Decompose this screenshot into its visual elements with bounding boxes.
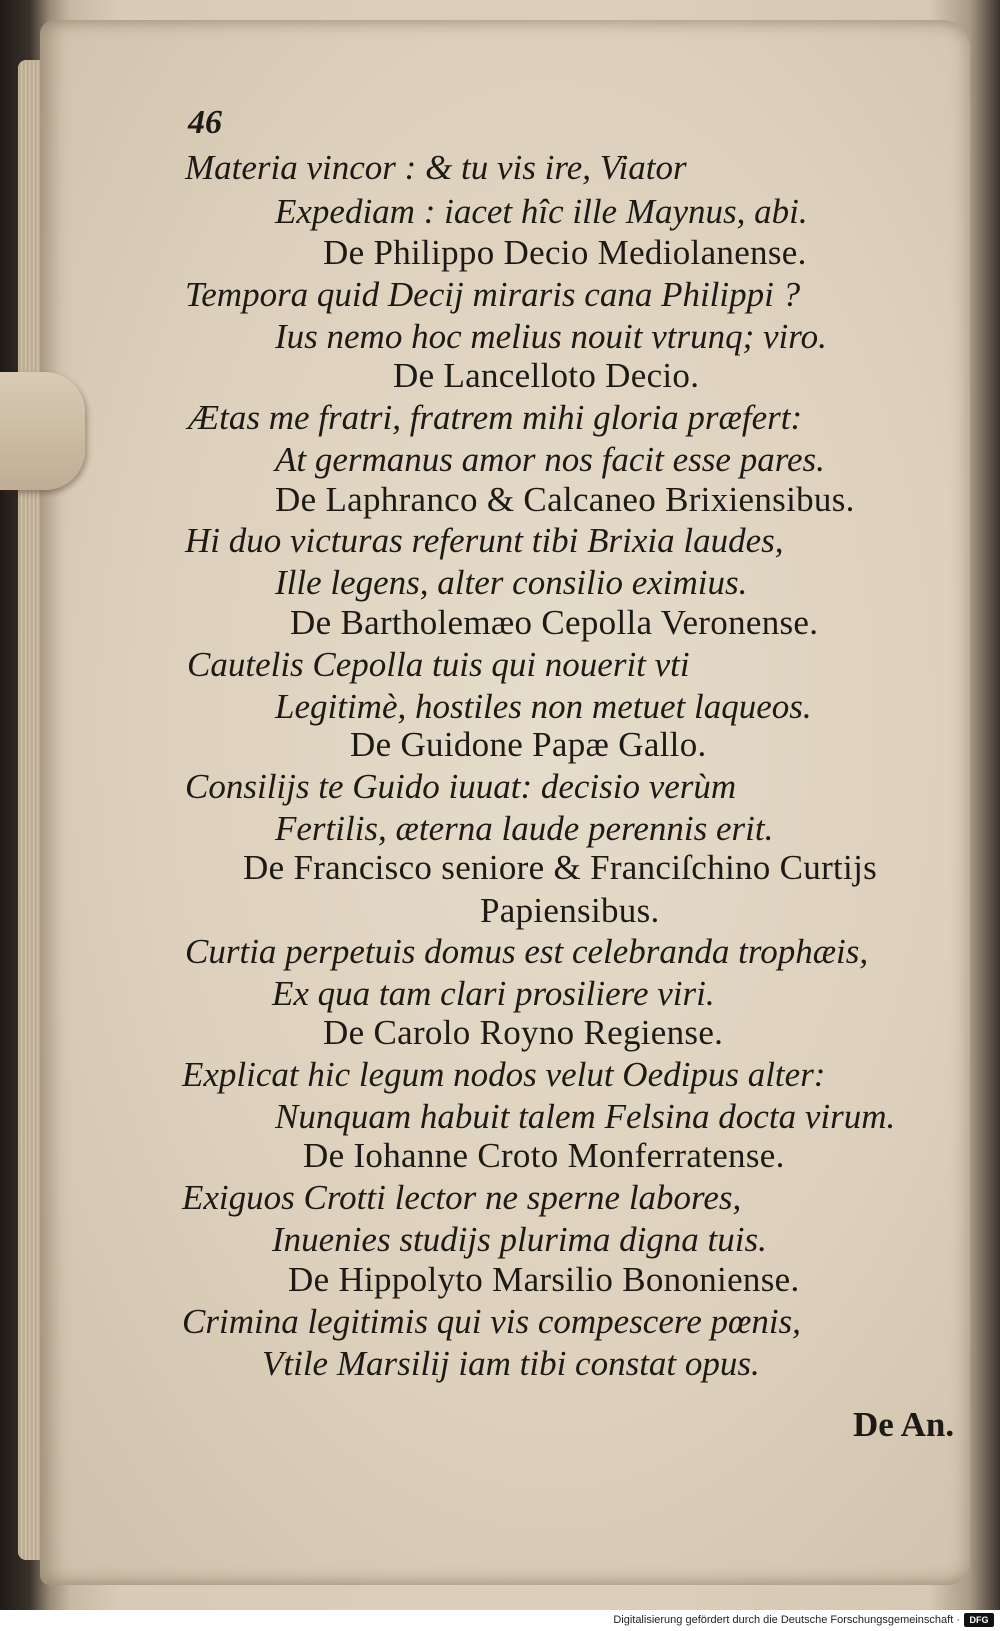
verse-line: Explicat hic legum nodos velut Oedipus alter: [182, 1055, 826, 1094]
dfg-logo-icon: DFG [964, 1613, 994, 1627]
catchword: De An. [853, 1405, 955, 1444]
verse-line: Curtia perpetuis domus est celebranda trophæis, [185, 932, 869, 971]
verse-line: Hi duo victuras referunt tibi Brixia laudes, [185, 521, 784, 560]
verse-line: Inuenies studijs plurima digna tuis. [272, 1220, 767, 1259]
epitaph-heading: De Bartholemæo Cepolla Veronense. [290, 603, 819, 642]
epitaph-heading: De Lancelloto Decio. [393, 356, 700, 395]
epitaph-heading: De Iohanne Croto Monferratense. [303, 1136, 785, 1175]
verse-line: Materia vincor : & tu vis ire, Viator [185, 148, 687, 187]
verse-line: Expediam : iacet hîc ille Maynus, abi. [275, 192, 808, 231]
verse-line: Legitimè, hostiles non metuet laqueos. [275, 687, 812, 726]
verse-line: Vtile Marsilij iam tibi constat opus. [262, 1344, 760, 1383]
epitaph-heading: De Carolo Royno Regiense. [323, 1013, 724, 1052]
verse-line: Consilijs te Guido iuuat: decisio verùm [185, 767, 737, 806]
verse-line: Nunquam habuit talem Felsina docta virum. [275, 1097, 896, 1136]
epitaph-heading: Papiensibus. [480, 891, 660, 930]
epitaph-heading: De Philippo Decio Mediolanense. [323, 233, 807, 272]
epitaph-heading: De Guidone Papæ Gallo. [350, 725, 707, 764]
page-number: 46 [188, 104, 222, 141]
epitaph-heading: De Hippolyto Marsilio Bononiense. [288, 1260, 800, 1299]
verse-line: Fertilis, æterna laude perennis erit. [275, 809, 774, 848]
verse-line: Ille legens, alter consilio eximius. [275, 563, 748, 602]
verse-line: Crimina legitimis qui vis compescere pœnis, [182, 1302, 801, 1341]
verse-line: Cautelis Cepolla tuis qui nouerit vti [187, 645, 690, 684]
verse-line: Tempora quid Decij miraris cana Philippi ? [185, 275, 801, 314]
verse-line: Ætas me fratri, fratrem mihi gloria præfert: [188, 398, 803, 437]
digitization-footer [0, 1610, 1000, 1631]
footer-credit: Digitalisierung gefördert durch die Deutsche Forschungsgemeinschaft · [613, 1614, 960, 1626]
verse-line: Ex qua tam clari prosiliere viri. [272, 974, 715, 1013]
epitaph-heading: De Laphranco & Calcaneo Brixiensibus. [275, 480, 855, 519]
verse-line: Ius nemo hoc melius nouit vtrunq; viro. [275, 317, 827, 356]
verse-line: At germanus amor nos facit esse pares. [275, 440, 825, 479]
verse-line: Exiguos Crotti lector ne sperne labores, [182, 1178, 742, 1217]
epitaph-heading: De Francisco seniore & Franciſchino Curtijs [243, 848, 878, 887]
